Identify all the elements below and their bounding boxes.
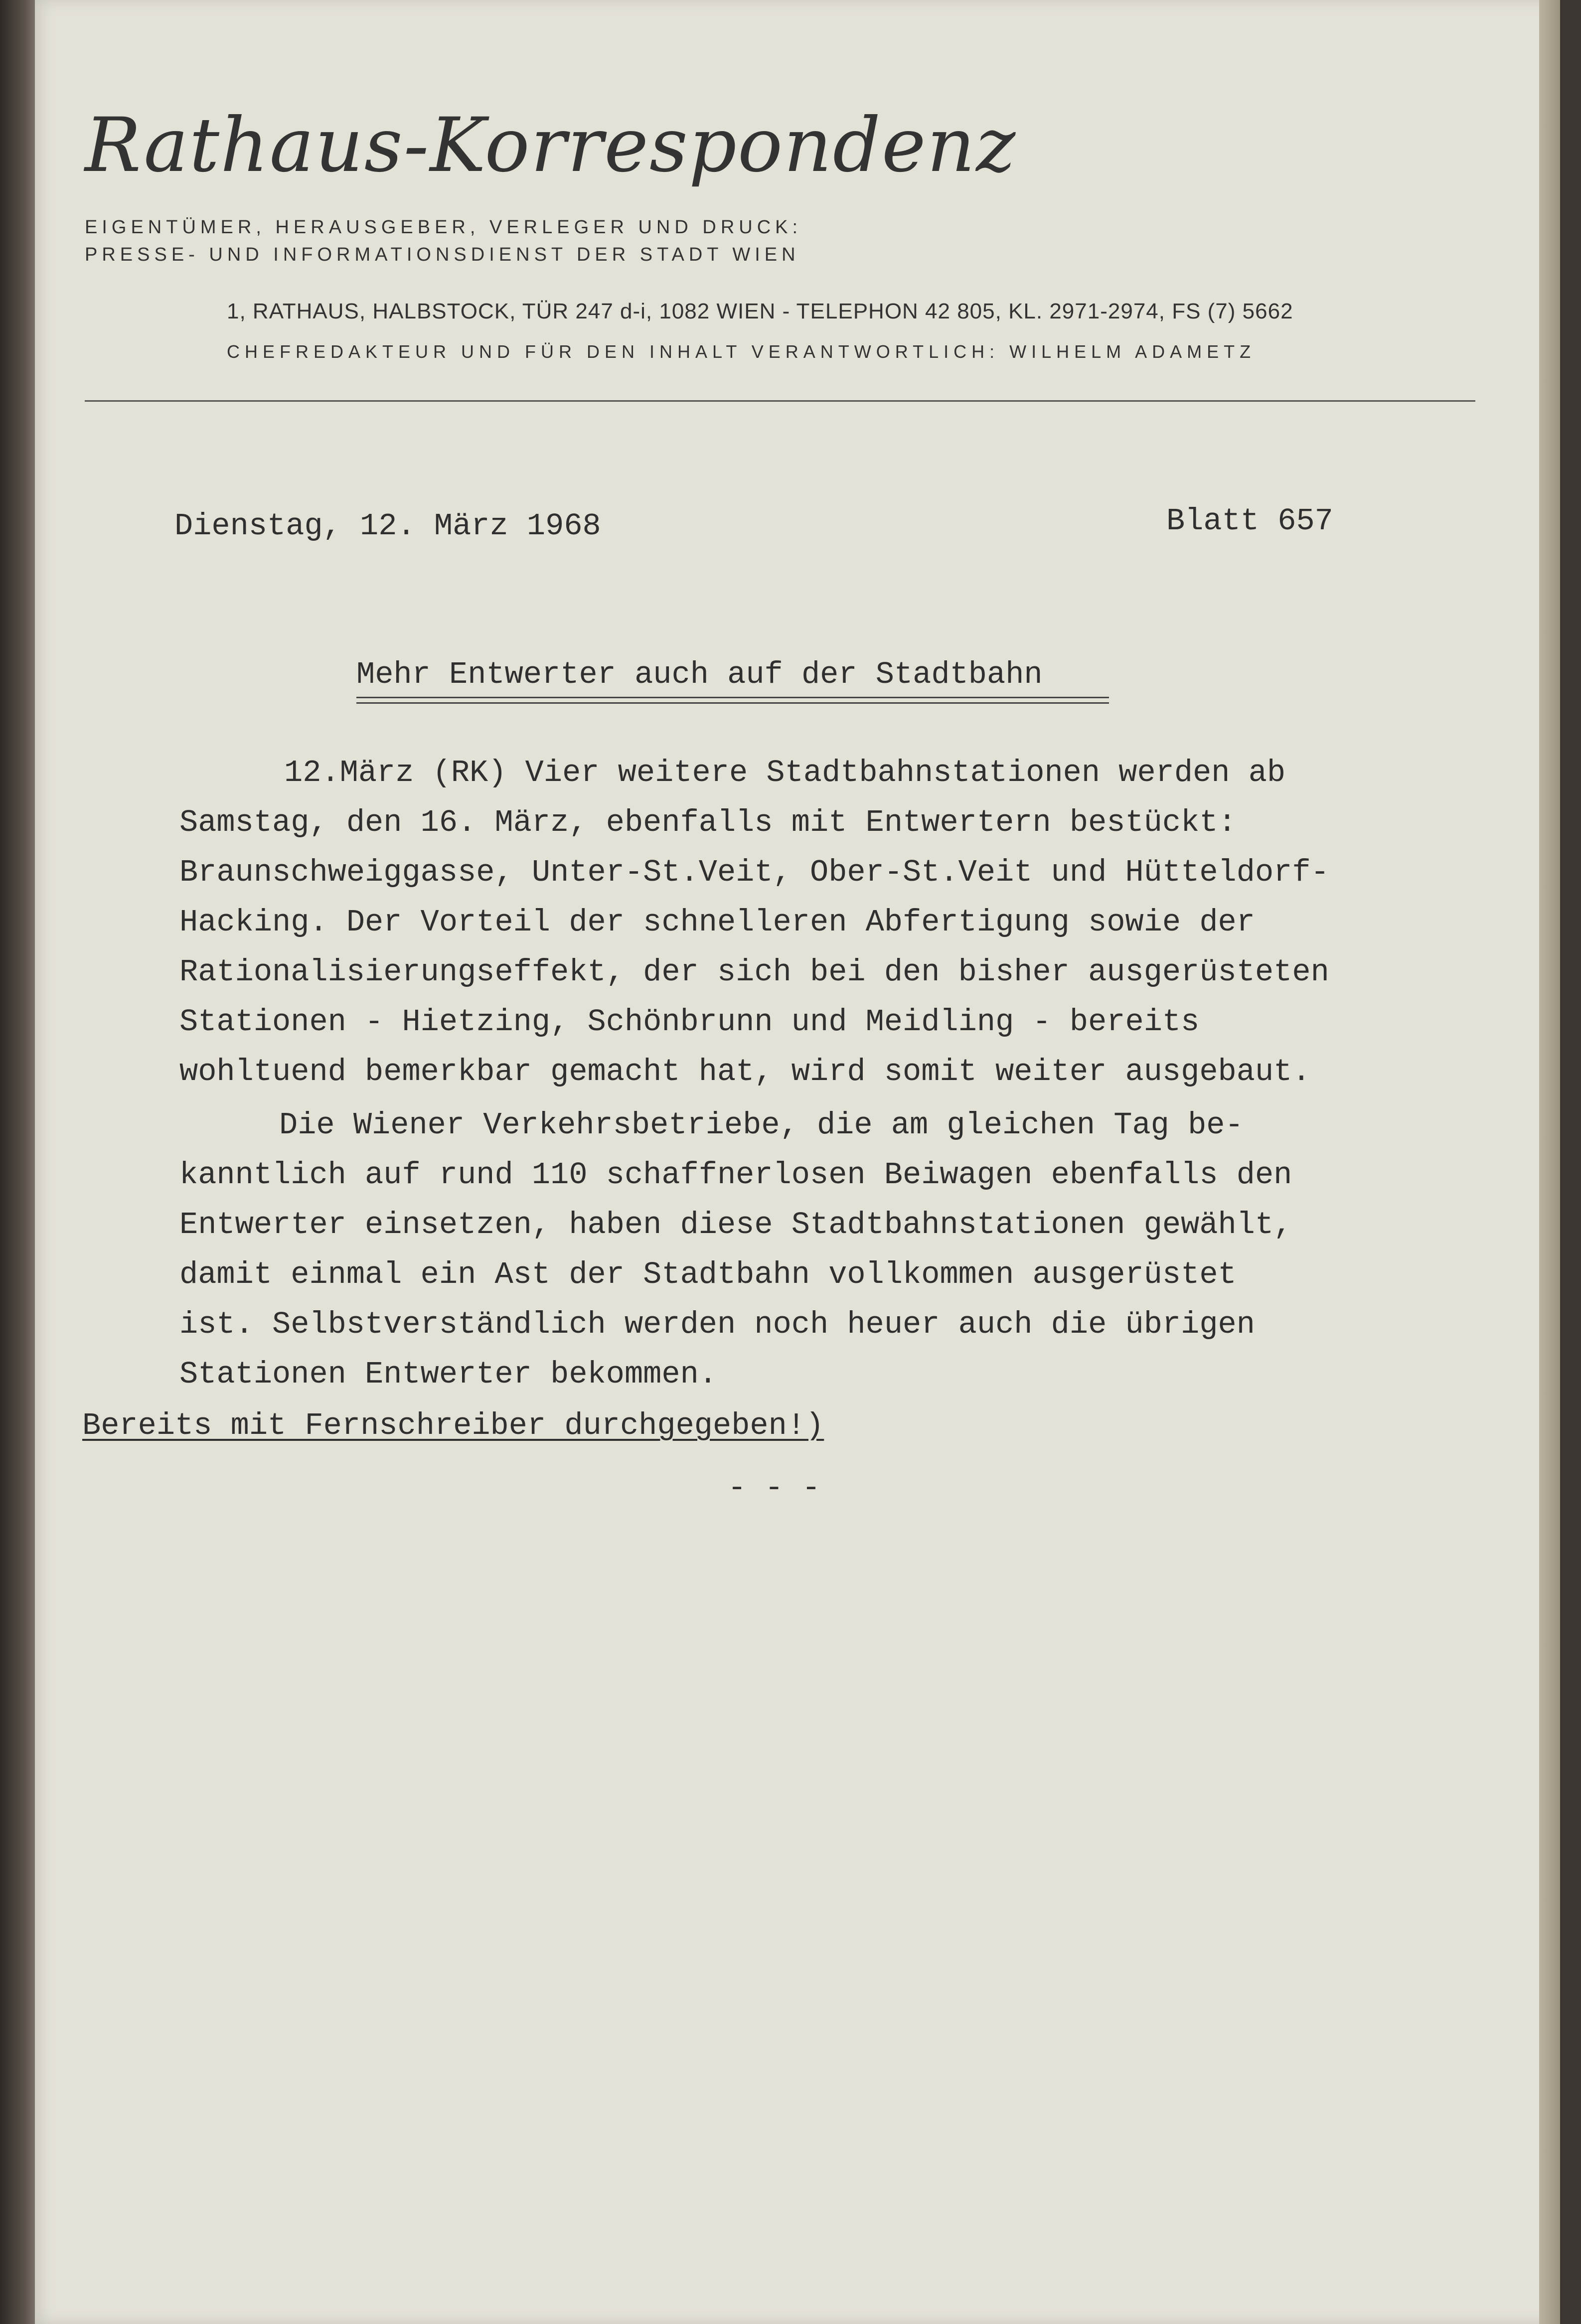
body-line: Stationen Entwerter bekommen. — [179, 1357, 717, 1392]
masthead-title: Rathaus-Korrespondenz — [85, 102, 1017, 189]
body-line: Hacking. Der Vorteil der schnelleren Abfertigung sowie der — [179, 905, 1255, 940]
masthead-owner-line: EIGENTÜMER, HERAUSGEBER, VERLEGER UND DRUCK: — [85, 217, 802, 238]
body-line: Braunschweiggasse, Unter-St.Veit, Ober-St.Veit und Hütteldorf- — [179, 855, 1329, 890]
body-line: wohltuend bemerkbar gemacht hat, wird somit weiter ausgebaut. — [179, 1054, 1311, 1089]
transmission-note: Bereits mit Fernschreiber durchgegeben!) — [82, 1408, 824, 1443]
masthead-editor: CHEFREDAKTEUR UND FÜR DEN INHALT VERANTWORTLICH: WILHELM ADAMETZ — [227, 341, 1256, 362]
page-edge — [1539, 0, 1560, 2324]
body-line: 12.März (RK) Vier weitere Stadtbahnstationen werden ab — [284, 755, 1286, 790]
body-line: Samstag, den 16. März, ebenfalls mit Entwertern bestückt: — [179, 805, 1237, 840]
book-binding — [0, 0, 35, 2324]
body-line: ist. Selbstverständlich werden noch heuer auch die übrigen — [179, 1307, 1255, 1342]
document-page — [35, 0, 1560, 2324]
body-line: kanntlich auf rund 110 schaffnerlosen Beiwagen ebenfalls den — [179, 1157, 1292, 1193]
article-headline: Mehr Entwerter auch auf der Stadtbahn — [356, 657, 1043, 692]
body-line: Entwerter einsetzen, haben diese Stadtbahnstationen gewählt, — [179, 1207, 1292, 1242]
masthead-rule — [85, 400, 1475, 402]
end-mark: - - - — [728, 1470, 821, 1506]
body-line: Die Wiener Verkehrsbetriebe, die am gleichen Tag be- — [279, 1107, 1244, 1143]
body-line: Rationalisierungseffekt, der sich bei den bisher ausgerüsteten — [179, 954, 1329, 990]
body-line: Stationen - Hietzing, Schönbrunn und Meidling - bereits — [179, 1004, 1200, 1040]
body-line: damit einmal ein Ast der Stadtbahn vollkommen ausgerüstet — [179, 1257, 1237, 1292]
masthead-publisher-line: PRESSE- UND INFORMATIONSDIENST DER STADT WIEN — [85, 244, 800, 265]
headline-double-underline — [356, 697, 1109, 704]
masthead-address: 1, RATHAUS, HALBSTOCK, TÜR 247 d-i, 1082 WIEN - TELEPHON 42 805, KL. 2971-2974, FS (7) 5662 — [227, 299, 1293, 323]
sheet-number: Blatt 657 — [1166, 503, 1333, 539]
dateline: Dienstag, 12. März 1968 — [174, 508, 601, 544]
